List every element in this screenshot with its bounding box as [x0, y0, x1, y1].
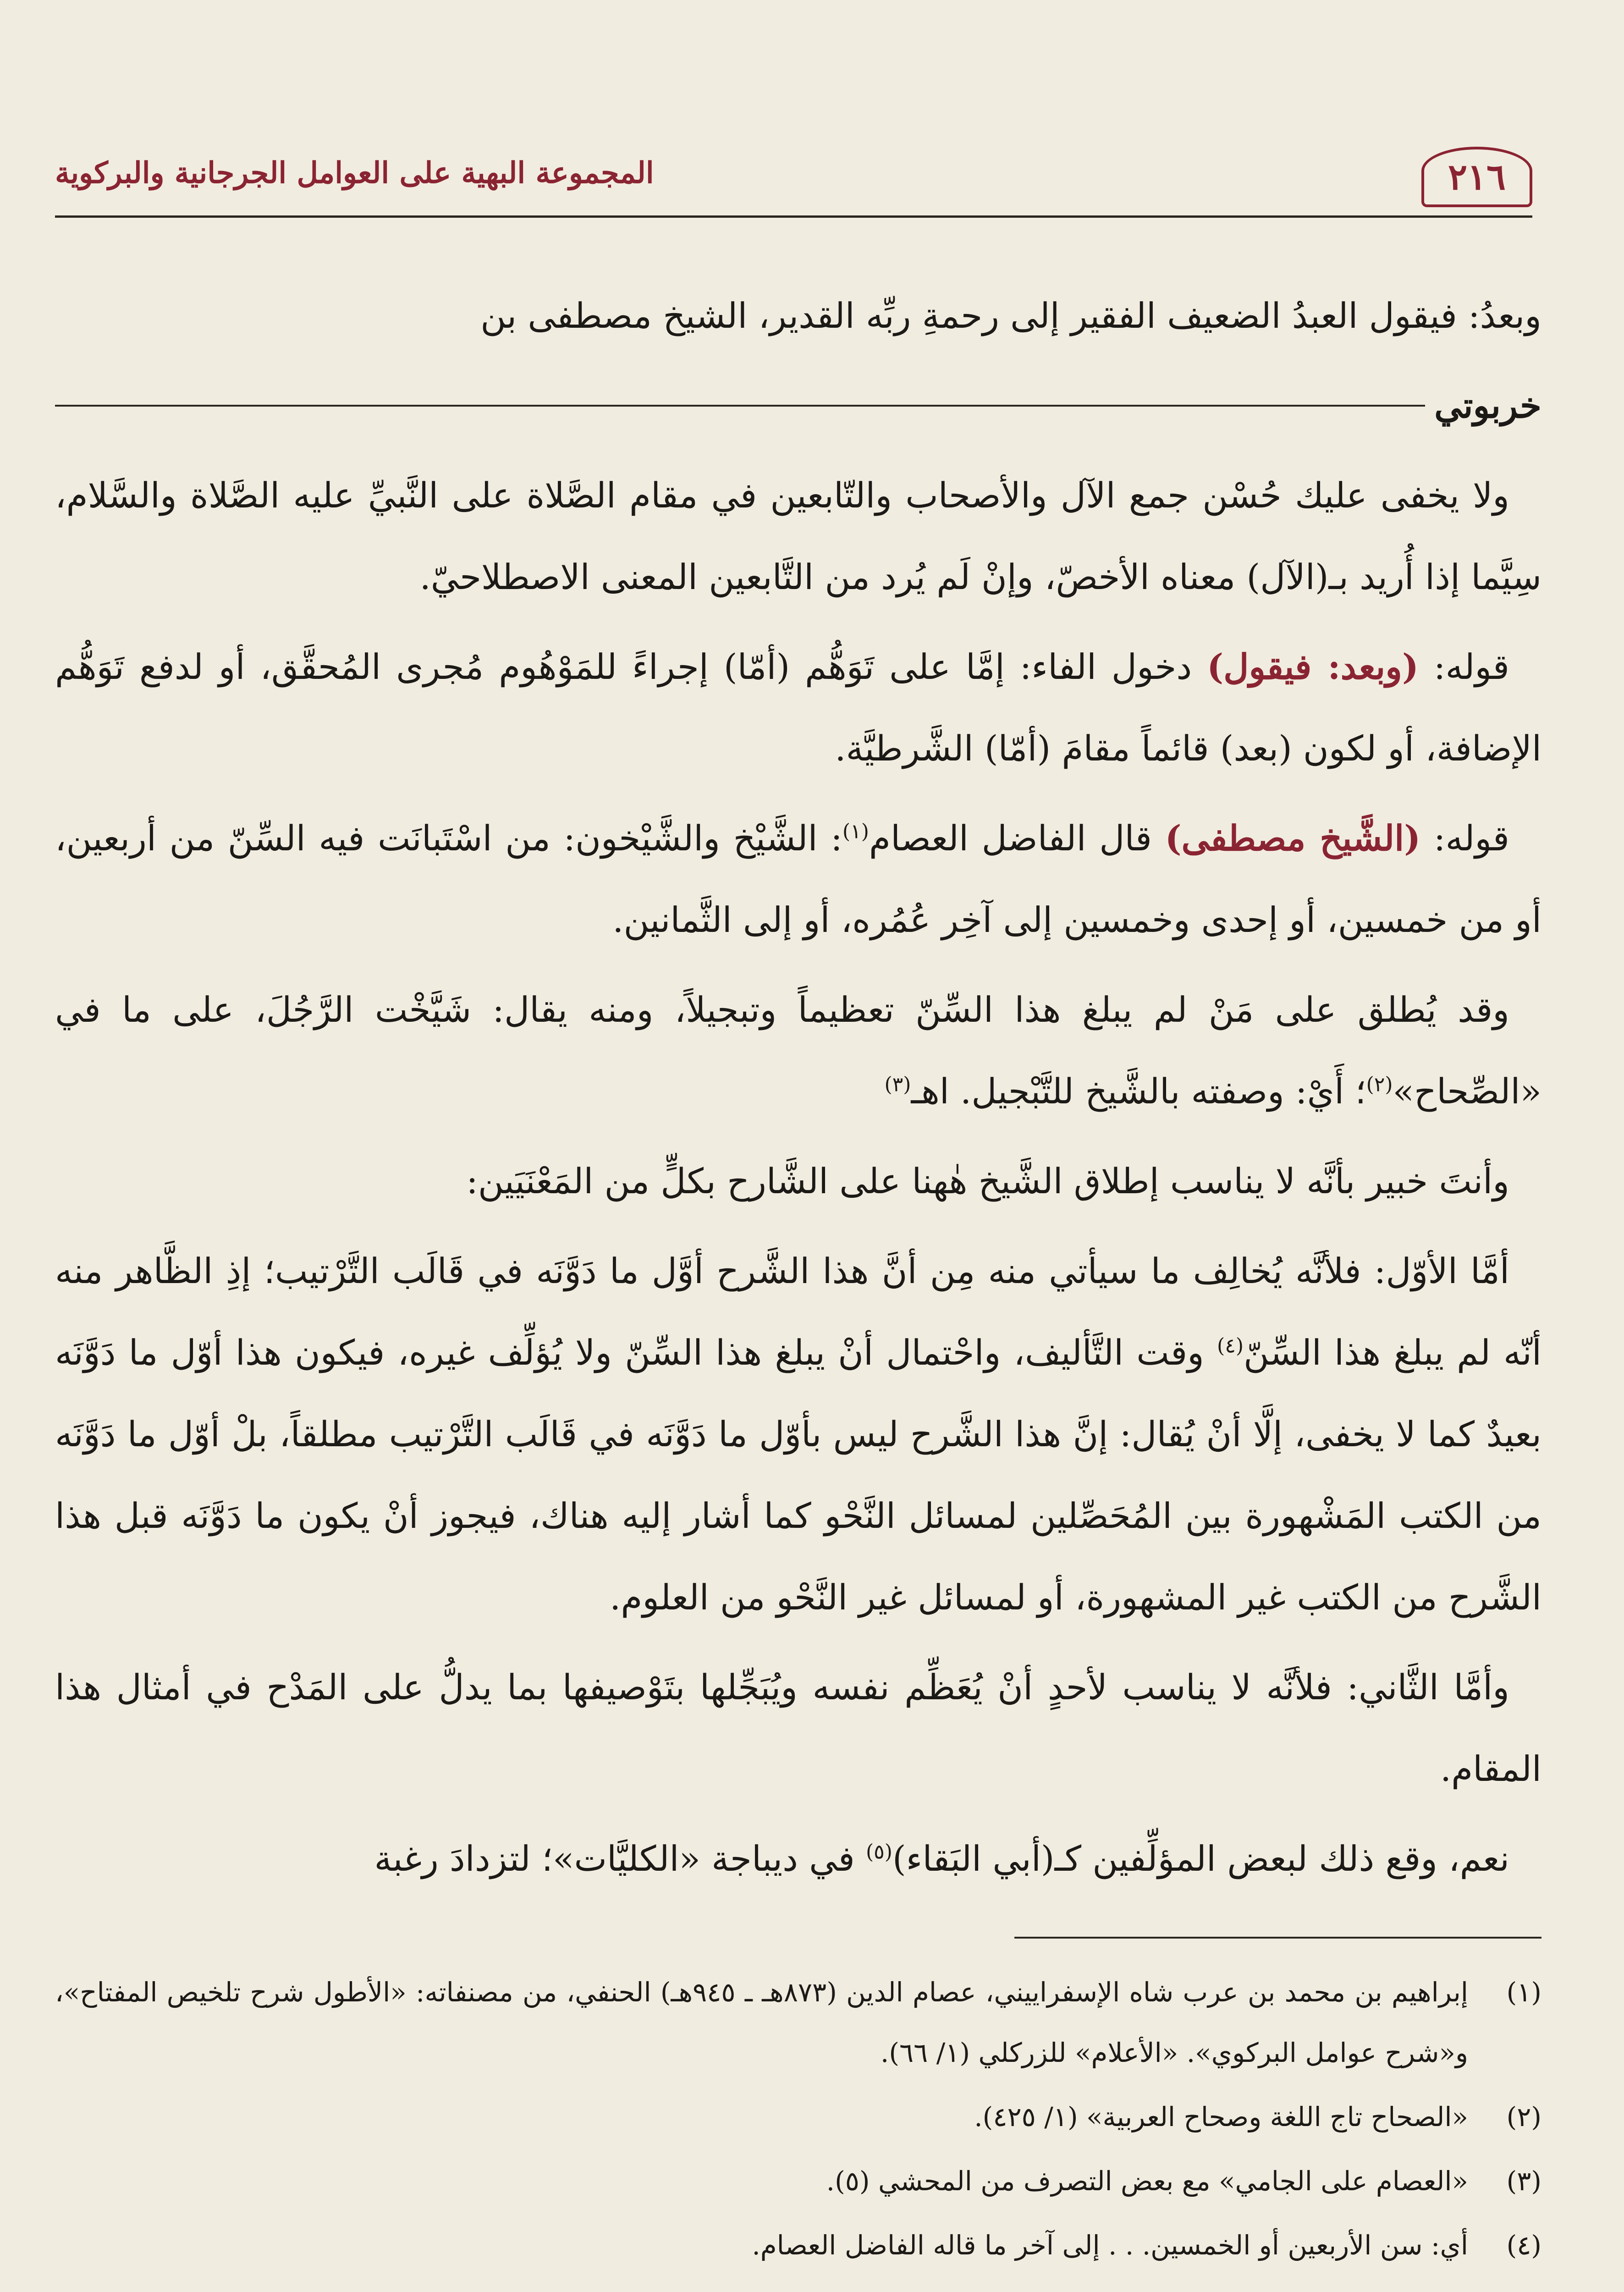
footnote-ref-4[interactable]: (٤) — [1217, 1334, 1244, 1358]
footnote-text: «العصام على الجامي» مع بعض التصرف من المحشي (٥). — [826, 2165, 1468, 2197]
p3-post: دخول الفاء: إمَّا على تَوَهُّم (أمّا) إجراءً للمَوْهُوم مُجرى المُحقَّق، أو لدفع تَوَهُّم الإضافة، أو لكون (بعد) قائماً مقامَ (أمّا) الشَّرطيَّة. — [55, 646, 1541, 769]
running-title: المجموعة البهية على العوامل الجرجانية والبركوية — [55, 156, 654, 190]
p4-post: : الشَّيْخ والشَّيْخون: من اسْتَبانَت فيه السِّنّ من أربعين، أو من خمسين، أو إحدى وخمسين إلى آخِر عُمُره، أو إلى الثَّمانين. — [55, 818, 1541, 940]
footnote-number: (٣) — [1506, 2165, 1541, 2197]
p5-b: ؛ أَيْ: وصفته بالشَّيخ للتَّبْجيل. اهـ — [911, 1071, 1366, 1112]
paragraph-5 — [55, 969, 1541, 1132]
paragraph-2 — [55, 455, 1541, 618]
footnote-text: إبراهيم بن محمد بن عرب شاه الإسفراييني، عصام الدين (٨٧٣هـ ـ ٩٤٥هـ) الحنفي، من مصنفاته: «الأطول شرح تلخيص المفتاح»، و«شرح عوامل البركوي». «الأعلام» للزركلي (١/ ٦٦). — [55, 1977, 1468, 2068]
p9-b: في ديباجة «الكليَّات»؛ لتزدادَ رغبة — [374, 1838, 866, 1879]
footnote-item — [55, 2151, 1541, 2211]
footnote-item — [55, 2215, 1541, 2275]
footnote-item — [55, 2279, 1541, 2292]
name-rule — [55, 405, 1425, 407]
paragraph-8 — [55, 1647, 1541, 1810]
footnote-text: أي: سن الأربعين أو الخمسين. . . إلى آخر ما قاله الفاضل العصام. — [752, 2230, 1468, 2261]
footnote-item — [55, 1962, 1541, 2083]
footnote-divider — [1014, 1937, 1541, 1939]
footnotes — [55, 1962, 1541, 2292]
p2-text: ولا يخفى عليك حُسْن جمع الآل والأصحاب والتّابعين في مقام الصَّلاة على النَّبيِّ عليه الصَّلاة والسَّلام، سِيَّما إذا أُريد بـ(الآل) معناه الأخصّ، وإنْ لَم يُرد من التَّابعين المعنى الاصطلاحيّ. — [55, 475, 1541, 597]
p6-text: وأنتَ خبير بأنَّه لا يناسب إطلاق الشَّيخ هٰهنا على الشَّارح بكلٍّ من المَعْنَيَين: — [466, 1161, 1509, 1201]
p4-quote: (الشَّيخ مصطفى) — [1165, 818, 1421, 859]
footnote-ref-2[interactable]: (٢) — [1366, 1073, 1393, 1096]
page-number: ٢١٦ — [1421, 147, 1532, 207]
footnote-text — [55, 2279, 1468, 2292]
paragraph-1 — [55, 275, 1541, 357]
page-header — [55, 138, 1532, 218]
footnote-ref-3[interactable]: (٣) — [884, 1073, 911, 1096]
author-name: خربوتي — [1434, 385, 1541, 426]
paragraph-6 — [55, 1140, 1541, 1222]
p9-a: نعم، وقع ذلك لبعض المؤلِّفين كـ(أبي البَقاء) — [892, 1838, 1509, 1879]
p7-a: أمَّا الأوّل: فلأنَّه يُخالِف ما سيأتي منه مِن أنَّ هذا الشَّرح أوَّل ما دَوَّنَه في قَالَب التَّرْتيب؛ إذِ الظَّاهر منه أنّه لم يبلغ هذا السِّنّ — [55, 1251, 1541, 1373]
footnote-number: (٢) — [1506, 2101, 1541, 2132]
p7-b: وقت التَّأليف، واحْتمال أنْ يبلغ هذا السِّنّ ولا يُؤلِّف غيره، فيكون هذا أوّل ما دَوَّنَه بعيدٌ كما لا يخفى، إلَّا أنْ يُقال: إنَّ هذا الشَّرح ليس بأوّل ما دَوَّنَه في قَالَب التَّرْتيب مطلقاً، بلْ أوّل ما دَوَّنَه من الكتب المَشْهورة بين المُحَصِّلين لمسائل النَّحْو كما أشار إليه هناك، فيجوز أنْ يكون ما دَوَّنَه قبل هذا الشَّرح من الكتب غير المشهورة، أو لمسائل غير النَّحْو من العلوم. — [55, 1332, 1541, 1618]
p1-text: وبعدُ: فيقول العبدُ الضعيف الفقير إلى رحمةِ ربِّه القدير، الشيخ مصطفى بن — [480, 295, 1541, 336]
paragraph-9 — [55, 1818, 1541, 1900]
author-name-line — [55, 365, 1541, 446]
footnote-ref-1[interactable]: (١) — [842, 820, 869, 843]
p3-pre: قوله: — [1418, 646, 1510, 687]
footnote-number: (٤) — [1506, 2230, 1541, 2261]
p4-pre: قوله: — [1420, 818, 1509, 859]
footnote-number: (١) — [1506, 1977, 1541, 2008]
paragraph-7 — [55, 1230, 1541, 1638]
paragraph-4 — [55, 798, 1541, 961]
p4-mid: قال الفاضل العصام — [869, 818, 1165, 859]
p8-text: وأمَّا الثَّاني: فلأنَّه لا يناسب لأحدٍ أنْ يُعَظِّم نفسه ويُبَجِّلها بتَوْصيفها بما يدلُّ على المَدْح في أمثال هذا المقام. — [55, 1667, 1541, 1789]
footnote-number — [1486, 2279, 1541, 2292]
paragraph-3 — [55, 626, 1541, 789]
p3-quote: (وبعد: فيقول) — [1207, 646, 1419, 687]
footnote-ref-5[interactable]: (٥) — [865, 1840, 892, 1864]
footnote-text: «الصحاح تاج اللغة وصحاح العربية» (١/ ٤٢٥). — [974, 2101, 1468, 2132]
p5-a: وقد يُطلق على مَنْ لم يبلغ هذا السِّنّ تعظيماً وتبجيلاً، ومنه يقال: شَيَّخْت الرَّجُلَ، على ما في «الصِّحاح» — [55, 989, 1541, 1112]
footnote-item — [55, 2087, 1541, 2147]
main-text — [55, 275, 1541, 1908]
